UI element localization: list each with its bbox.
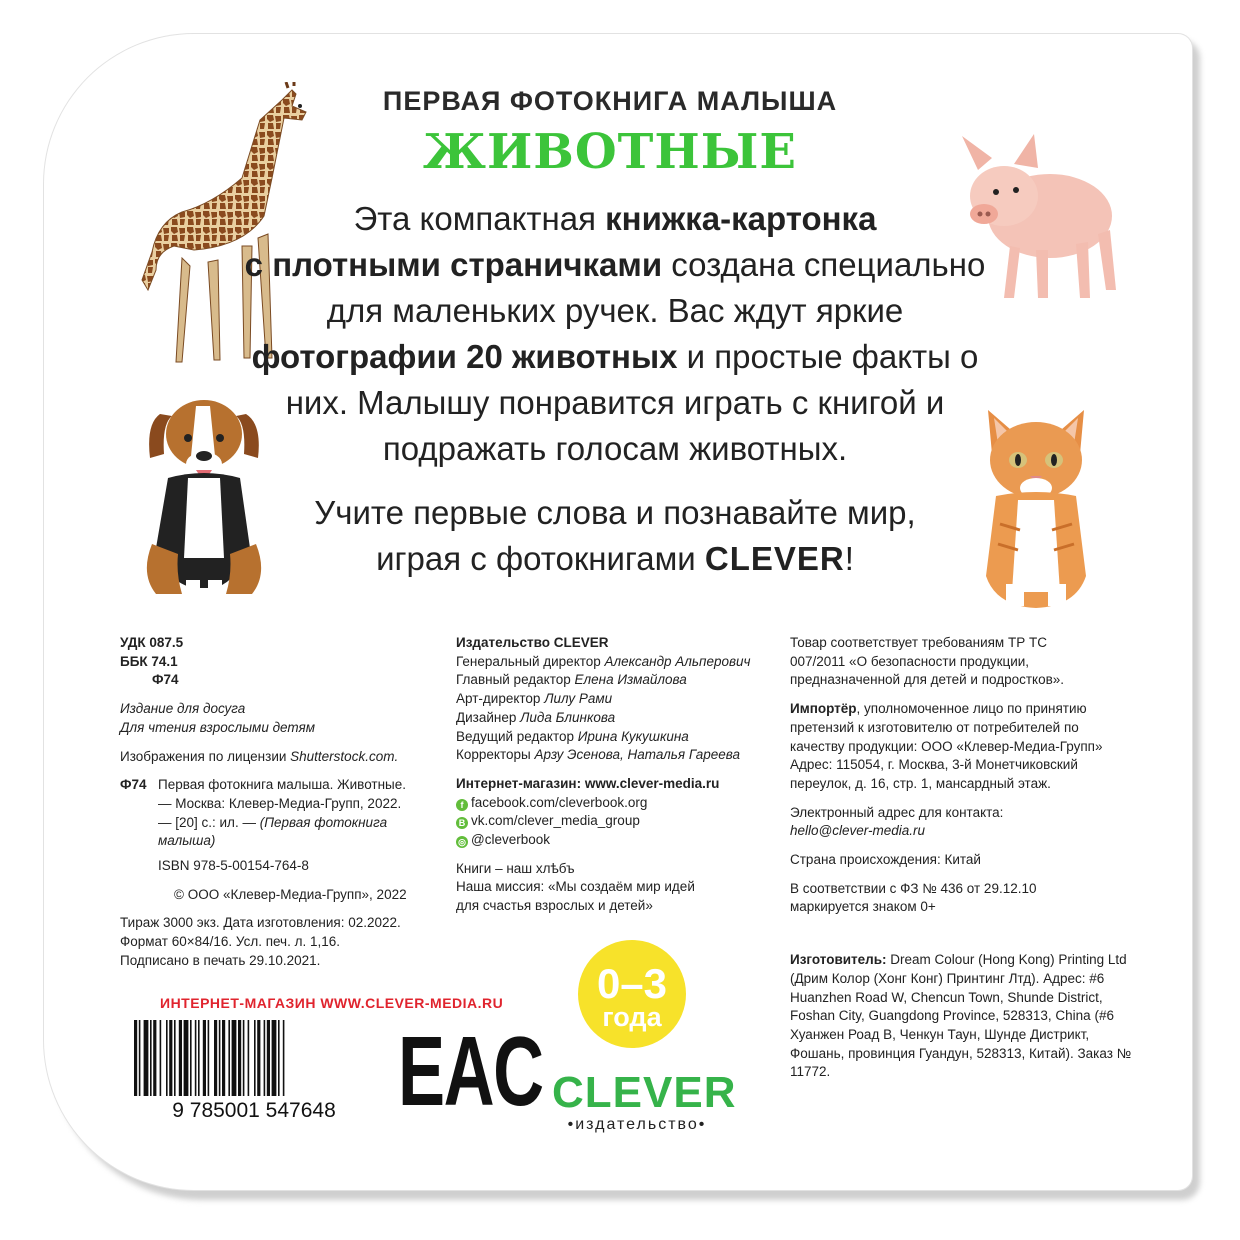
intro-text: Эта компактная [353,200,606,237]
format-line: Формат 60×84/16. Усл. печ. л. 1,16. [120,934,341,950]
author-sign: Ф74 [152,672,179,688]
barcode-bar [264,1020,266,1096]
facebook-icon: f [456,799,468,811]
barcode-bar [153,1020,156,1096]
cta-brand: CLEVER [704,540,845,577]
imprint-column-2 [456,634,776,916]
barcode-bar [228,1020,230,1096]
staff-role: Дизайнер [456,709,521,725]
bibliographic-record [120,776,440,851]
cta-text: Учите первые слова и познавайте мир, играя с фотокнигами [314,494,916,577]
intro-bold: фотографии 20 животных [251,338,678,375]
barcode-bar [195,1020,197,1096]
contact-email[interactable]: hello@clever-media.ru [790,823,926,839]
logo-text: CLEVER [552,1068,737,1117]
intro-text: и простые факты о них. Малышу понравится играть с книгой и подражать голосам животных. [285,338,979,467]
manufacturer-info [790,951,1135,1082]
license-line [120,748,440,767]
country-of-origin: Страна происхождения: Китай [790,852,981,868]
barcode-bar [139,1020,141,1096]
series-title: ПЕРВАЯ ФОТОКНИГА МАЛЫША [382,86,838,116]
age-word: года [602,1002,662,1032]
barcode-bar [160,1020,162,1096]
social-text: vk.com/clever_media_group [471,813,640,829]
age-range: 0–3 [596,960,668,1007]
license-source: Shutterstock.com. [290,748,399,764]
staff-row [456,671,776,690]
social-link-vk[interactable] [456,812,776,831]
age-badge [578,940,686,1048]
reading-note: Для чтения взрослыми детям [120,719,315,735]
udk-code: УДК 087.5 [120,635,184,650]
online-shop[interactable]: Интернет-магазин: www.clever-media.ru [456,775,720,791]
manufacturer-label: Изготовитель: [790,952,887,968]
staff-role: Арт-директор [456,691,545,707]
barcode-bar [169,1020,172,1096]
book-title: ЖИВОТНЫЕ [422,124,798,180]
staff-name: Ирина Кукушкина [577,728,689,744]
cta-end: ! [844,540,854,577]
staff-role: Генеральный директор [456,653,605,669]
barcode-bar [283,1020,285,1096]
barcode-bar [267,1020,270,1096]
staff-row [456,746,776,765]
bbk-code: ББК 74.1 [120,653,178,669]
logo-subtitle: •издательство• [567,1116,707,1133]
barcode-bar [222,1020,225,1096]
manufacturer-text: Dream Colour (Hong Kong) Printing Ltd (Дрим Колор (Хонг Конг) Принтинг Лтд). Адрес: #6 Huanzhen Road W, Chencun Town, Shunde District, Foshan City, Guangdong Province, 528313, China (#6 Хуанжен Роад В, Ченкун Таун, Шунде Дистрикт, Фошань, провинция Гуандун, 528313, Китай). Заказ № 11772. [790,952,1132,1080]
ref-text: Первая фотокнига малыша. Животные. — Москва: Клевер-Медиа-Групп, 2022. — [20] с.: ил. — [158,777,407,830]
barcode-bar [179,1020,182,1096]
eac-mark: EAC [398,1016,543,1126]
barcode-bar [232,1020,237,1096]
barcode-bar [248,1020,250,1096]
barcode-bar [184,1020,189,1096]
barcode-bar [254,1020,256,1096]
barcode-bar [174,1020,176,1096]
publisher-name: Издательство CLEVER [456,635,609,650]
barcode-bar [150,1020,152,1096]
call-to-action [270,490,960,582]
conformity-note: Товар соответствует требованиям ТР ТС 007/2011 «О безопасности продукции, предназначенной для детей и подростков». [790,635,1065,688]
staff-role: Ведущий редактор [456,728,578,744]
barcode-bar [272,1020,277,1096]
staff-name: Лилу Рами [544,691,613,707]
imprint-column-1 [120,634,440,971]
imprint-column-3 [790,634,1140,1082]
copyright: © ООО «Клевер-Медиа-Групп», 2022 [174,886,407,902]
staff-row [456,653,776,672]
barcode-bar [203,1020,206,1096]
social-link-instagram[interactable] [456,831,776,850]
social-text: facebook.com/cleverbook.org [471,794,648,810]
staff-name: Александр Альперович [604,653,751,669]
motto: Книги – наш хлѣбъ [456,860,575,876]
staff-row [456,728,776,747]
vk-icon: B [456,817,468,829]
staff-name: Лида Блинкова [520,709,616,725]
print-run: Тираж 3000 экз. Дата изготовления: 02.2022. [120,915,401,931]
shop-banner: ИНТЕРНЕТ-МАГАЗИН WWW.CLEVER-MEDIA.RU [160,995,504,1011]
social-text: @cleverbook [471,832,550,848]
barcode-digits: 9 785001 547648 [172,1099,336,1120]
isbn: ISBN 978-5-00154-764-8 [158,858,309,874]
barcode-bar [219,1020,221,1096]
importer-info [790,700,1110,794]
mission: Наша миссия: «Мы создаём мир идей для счастья взрослых и детей» [456,879,695,914]
staff-name: Елена Измайлова [574,672,687,688]
ref-series: (Первая фотокнига малыша) [158,814,388,849]
edition-note: Издание для досуга [120,701,246,717]
law-note: В соответствии с ФЗ № 436 от 29.12.10 маркируется знаком 0+ [790,880,1037,915]
staff-name: Арзу Эсенова, Наталья Гареева [534,747,741,763]
barcode-bar [257,1020,260,1096]
intro-bold: с плотными страничками [244,246,663,283]
barcode-bar [238,1020,241,1096]
importer-text: , уполномоченное лицо по принятию претензий к изготовителю от потребителей по качеству продукции: ООО «Клевер-Медиа-Групп» Адрес: 115054, г. Москва, 3-й Монетчиковский переулок, д. 16, стр. 1, мансардный этаж. [790,701,1103,791]
barcode-bar [278,1020,280,1096]
barcode-bar [166,1020,168,1096]
barcode-bar [190,1020,192,1096]
barcode-bar [198,1020,200,1096]
staff-role: Главный редактор [456,672,575,688]
intro-paragraph [230,196,1000,472]
email-label: Электронный адрес для контакта: [790,804,1004,820]
intro-text: создана специально для маленьких ручек. Вас ждут яркие [326,246,986,329]
barcode-bar [134,1020,137,1096]
importer-label: Импортёр [790,701,857,717]
barcode-bar [208,1020,210,1096]
barcode-bar [214,1020,217,1096]
publisher-logo [552,1068,737,1134]
instagram-icon: ◎ [456,836,468,848]
staff-row [456,709,776,728]
staff-role: Корректоры [456,747,535,763]
barcode-bar [243,1020,245,1096]
social-link-facebook[interactable] [456,794,776,813]
staff-row [456,690,776,709]
signed-to-print: Подписано в печать 29.10.2021. [120,952,321,968]
barcode [130,1020,378,1120]
barcode-bar [144,1020,149,1096]
intro-bold: книжка-картонка [605,200,877,237]
license-label: Изображения по лицензии [120,748,291,764]
ref-code: Ф74 [120,777,147,793]
